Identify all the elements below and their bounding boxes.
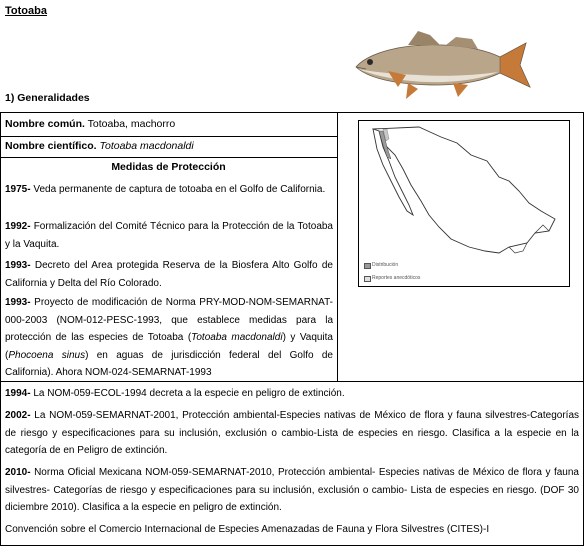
protection-item — [5, 257, 333, 292]
common-name-value: Totoaba, machorro — [87, 118, 176, 130]
protection-text: Convención sobre el Comercio Internacional de Especies Amenazadas de Fauna y Flora Silvestres (CITES)-I — [5, 524, 490, 535]
protection-year: 2002- — [5, 410, 31, 421]
protection-year: 1992- — [5, 221, 31, 232]
legend-reports: Reportes anecdóticos — [372, 275, 421, 281]
common-name-label: Nombre común. — [5, 118, 85, 130]
scientific-name-label: Nombre científico. — [5, 140, 97, 152]
protection-item — [5, 218, 333, 253]
scientific-name-value: Totoaba macdonaldi — [99, 140, 194, 152]
protection-year: 1993- — [5, 297, 31, 308]
row-divider — [0, 157, 338, 158]
protection-item — [5, 407, 579, 460]
protection-text: Norma Oficial Mexicana NOM-059-SEMARNAT-2010, Protección ambiental- Especies nativas de México de flora y fauna silvestres- Categorías de riesgo y especificaciones para su inclusión, exclusión o cambio- Lista de especies en riesgo. (DOF 30 diciembre 2010). Clasifica a la especie en peligro de extinción. — [5, 467, 579, 513]
protection-text: Veda permanente de captura de totoaba en el Golfo de California. — [33, 184, 326, 195]
protection-year: 1994- — [5, 388, 31, 399]
protection-text: Formalización del Comité Técnico para la Protección de la Totoaba y la Vaquita. — [5, 221, 333, 250]
legend-swatch-distribution — [364, 263, 371, 269]
page-title: Totoaba — [5, 5, 47, 17]
protection-text: ) en aguas de jurisdicción federal del Golfo de California). Ahora NOM-024-SEMARNAT-1993 — [5, 349, 333, 378]
protection-item — [5, 385, 579, 403]
protection-item — [5, 181, 333, 199]
protection-text: ) y Vaquita ( — [5, 332, 333, 361]
protection-year: 1993- — [5, 260, 31, 271]
protection-year: 1975- — [5, 184, 31, 195]
totoaba-fish-illustration — [348, 25, 533, 105]
protection-text: Proyecto de modificación de Norma PRY-MOD-NOM-SEMARNAT-000-2003 (NOM-012-PESC-1993, que establece medidas para la protección de las especies de Totoaba ( — [5, 297, 333, 343]
protection-item — [5, 521, 579, 539]
protection-item — [5, 464, 579, 517]
protection-text-italic: Totoaba macdonaldi — [191, 332, 283, 343]
protection-text: La NOM-059-SEMARNAT-2001, Protección ambiental-Especies nativas de México de flora y fauna silvestres-Categorías de riesgo y especificaciones para su inclusión, exclusión o cambio-Lista de especies en riesgo. Clasifica a la especie en la categoría de en Peligro de extinción. — [5, 410, 580, 456]
legend-swatch-reports — [364, 276, 371, 282]
row-divider — [0, 136, 338, 137]
section-heading: 1) Generalidades — [5, 92, 90, 104]
protection-year: 2010- — [5, 467, 31, 478]
protection-text-italic: Phocoena sinus — [8, 349, 86, 361]
legend-distribution: Distribución — [372, 262, 399, 268]
protection-heading: Medidas de Protección — [111, 161, 226, 173]
column-divider — [337, 112, 338, 381]
common-name-row — [5, 118, 175, 130]
scientific-name-row — [5, 140, 194, 152]
protection-item — [5, 294, 333, 382]
distribution-map — [358, 120, 570, 287]
protection-text: Decreto del Area protegida Reserva de la Biosfera Alto Golfo de California y Delta del Río Colorado. — [5, 260, 333, 289]
protection-text: La NOM-059-ECOL-1994 decreta a la especie en peligro de extinción. — [33, 388, 345, 399]
